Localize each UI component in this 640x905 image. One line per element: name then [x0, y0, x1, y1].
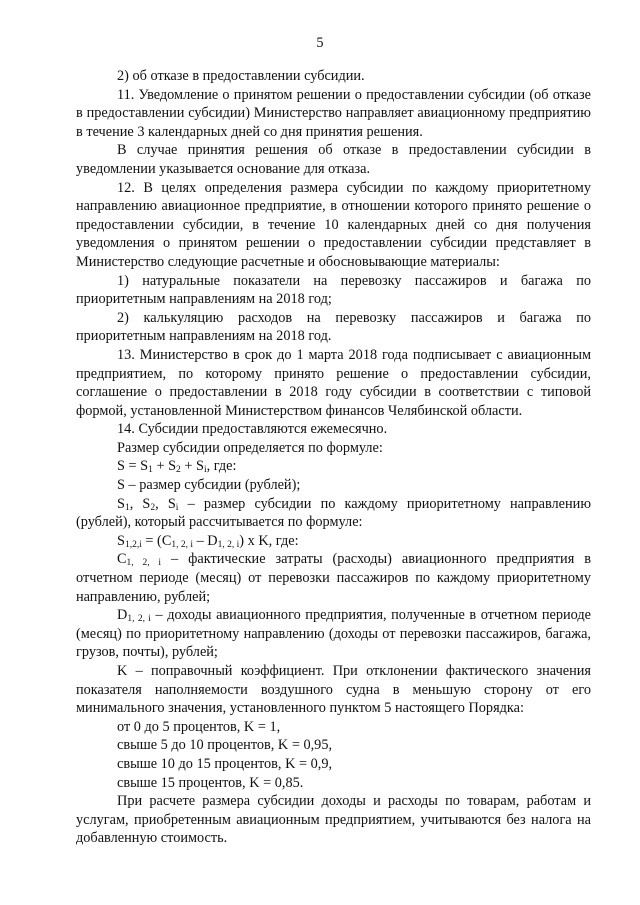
formula-total: $S = S_1 + S_2 + S_i$, где: [117, 458, 237, 476]
coefficient-item: свыше 15 процентов, K = 0,85. [117, 774, 304, 791]
coefficient-item: свыше 10 до 15 процентов, K = 0,9, [117, 755, 333, 772]
paragraph: 13. Министерство в срок до 1 марта 2018 года подписывает с авиационным предприятием, по которому принято решение о предоставлении субсидии, соглашение о предоставлении в 2018 году субсидии в соответствии с типовой формой, установленной Министерством финансов Челябинской области. [76, 346, 591, 419]
list-item: 1) натуральные показатели на перевозку пассажиров и багажа по приоритетным направлениям на 2018 год; [76, 272, 591, 308]
paragraph-d-definition: $D_{1, 2, i}$ – доходы авиационного предприятия, полученные в отчетном периоде (месяц) по приоритетному направлению (доходы от перевозки пассажиров, багажа, грузов, почты), рублей; [76, 607, 592, 661]
paragraph: 14. Субсидии предоставляются ежемесячно. [117, 421, 388, 438]
paragraph: В случае принятия решения об отказе в предоставлении субсидии в уведомлении указывается основание для отказа. [76, 142, 591, 177]
paragraph: 11. Уведомление о принятом решении о предоставлении субсидии (об отказе в предоставлении субсидии) Министерство направляет авиационному предприятию в течение 3 календарных дней со дня принятия решения. [76, 86, 591, 140]
paragraph: 12. В целях определения размера субсидии по каждому приоритетному направлению авиационное предприятие, в отношении которого принято решение о предоставлении субсидии, в течение 10 календарных дней со дня получения уведомления о принятом решении о предоставлении субсидии представляет в Министерство следующие расчетные и обосновывающие материалы: [76, 179, 591, 270]
paragraph-k-definition: K – поправочный коэффициент. При отклонении фактического значения показателя наполняемости воздушного судна в меньшую сторону от его минимального значения, установленного пунктом 5 настоящего Порядка: [76, 663, 591, 717]
document-body [76, 67, 591, 848]
paragraph: Размер субсидии определяется по формуле: [117, 439, 383, 456]
formula-per-direction: $S_{1,2,i} = (C_{1, 2, i} - D_{1, 2, i})$ x K, где: [117, 532, 299, 550]
page-number: 5 [316, 35, 324, 51]
paragraph: 2) об отказе в предоставлении субсидии. [117, 68, 365, 84]
paragraph-s-definition: $S_1$, $S_2$, $S_i$ – размер субсидии по каждому приоритетному направлению (рублей), который рассчитывается по формуле: [76, 495, 592, 531]
coefficient-item: свыше 5 до 10 процентов, K = 0,95, [117, 737, 333, 754]
paragraph: При расчете размера субсидии доходы и расходы по товарам, работам и услугам, приобретенным авиационным предприятием, учитываются без налога на добавленную стоимость. [76, 793, 591, 847]
paragraph: S – размер субсидии (рублей); [117, 477, 301, 494]
list-item: 2) калькуляцию расходов на перевозку пассажиров и багажа по приоритетным направлениям на 2018 год. [76, 309, 591, 345]
coefficient-item: от 0 до 5 процентов, K = 1, [117, 718, 281, 735]
paragraph-c-definition: $C_{1, 2, i}$ – фактические затраты (расходы) авиационного предприятия в отчетном периоде (месяц) от перевозки пассажиров по каждому приоритетному направлению, рублей; [76, 551, 591, 605]
